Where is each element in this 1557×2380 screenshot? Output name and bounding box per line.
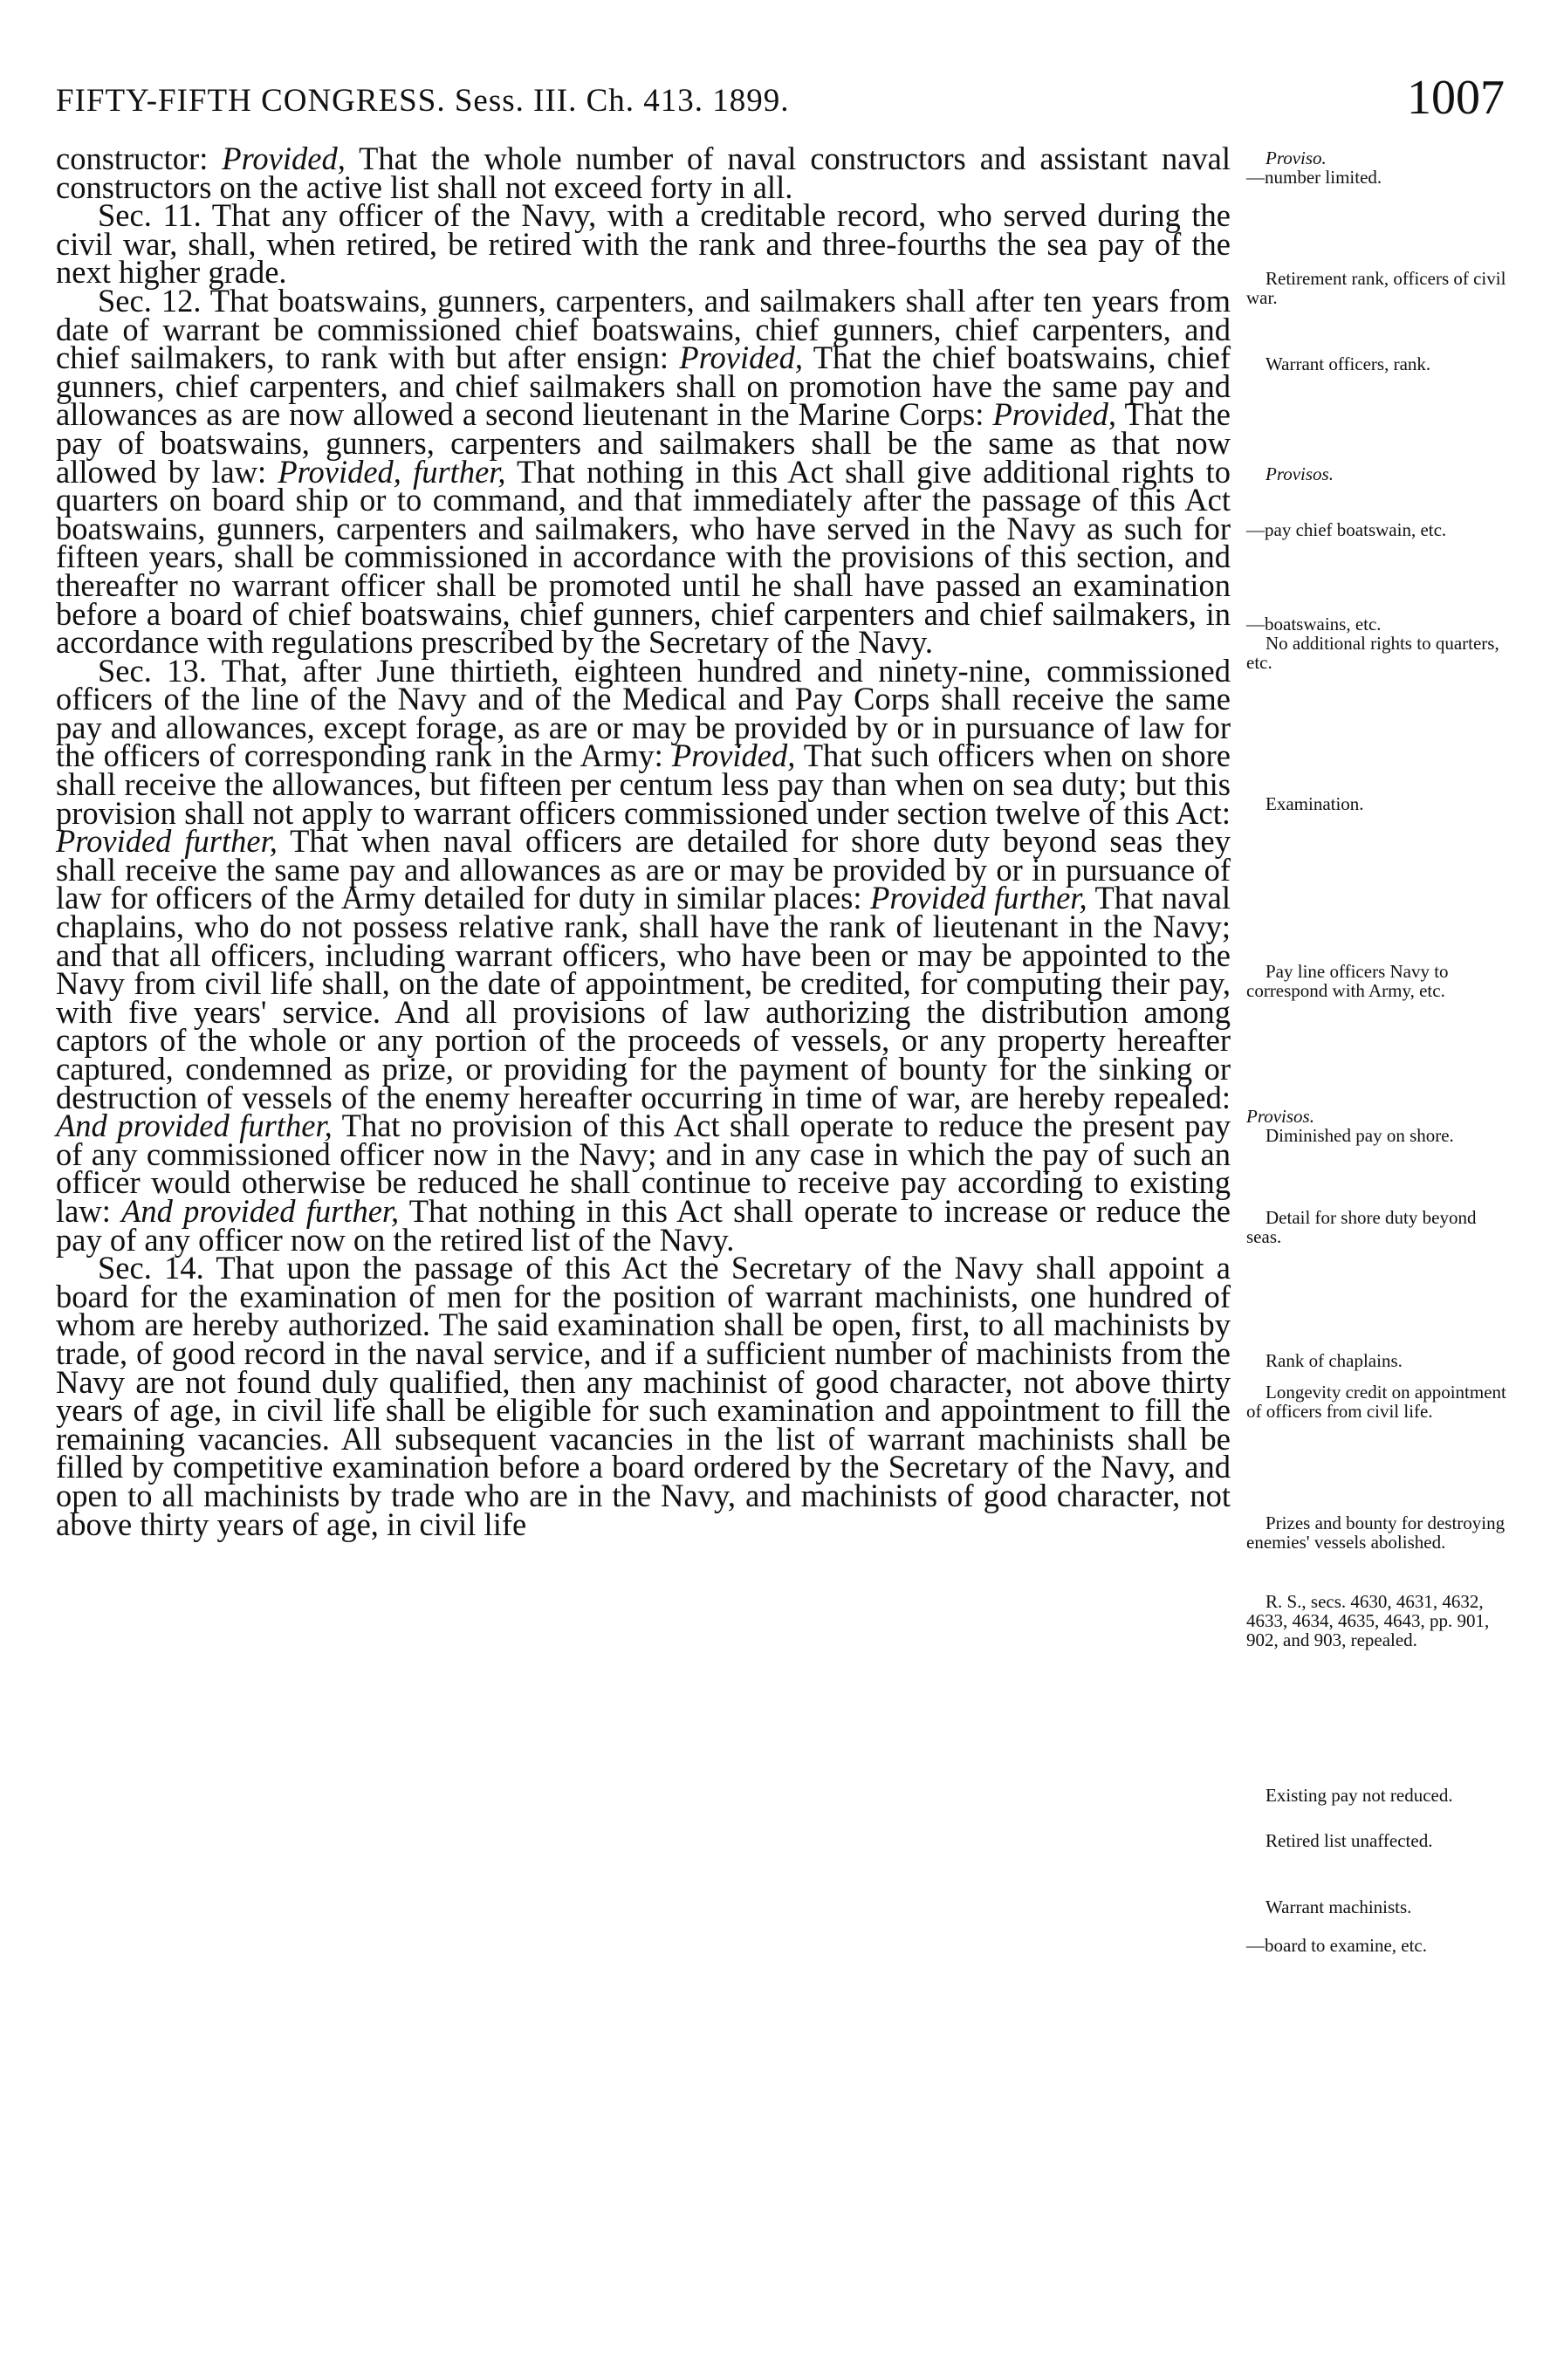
note-boatswains: —boatswains, etc. (1246, 614, 1382, 634)
note-no-additional: No additional rights to quarters, etc. (1246, 633, 1499, 673)
note-examination: Examination. (1265, 793, 1364, 814)
note-number-limited: —number limited. (1246, 167, 1382, 188)
note-proviso: Proviso. (1265, 147, 1327, 168)
note-diminished: Diminished pay on shore. (1265, 1125, 1454, 1146)
note-retirement: Retirement rank, officers of civil war. (1246, 268, 1506, 308)
note-warrant-officers: Warrant officers, rank. (1265, 353, 1431, 374)
note-rs-secs: R. S., secs. 4630, 4631, 4632, 4633, 4634, 4635, 4643, pp. 901, 902, and 903, repealed. (1246, 1591, 1490, 1650)
running-head: FIFTY-FIFTH CONGRESS. Sess. III. Ch. 413. 1899. (56, 83, 790, 119)
note-detail-shore: Detail for shore duty beyond seas. (1246, 1207, 1477, 1247)
note-pay-line: Pay line officers Navy to correspond with Army, etc. (1246, 961, 1449, 1001)
note-retired-list: Retired list unaffected. (1265, 1830, 1433, 1851)
section-14: Sec. 14. That upon the passage of this Act the Secretary of the Navy shall appoint a board for the examination of men for the position of warrant machinists, one hundred of whom are hereby authorized. The said examination shall be open, first, to all machinists by trade, of good record in the naval service, and if a sufficient number of machinists from the Navy are not found duly qualified, then any machinist of good character, not above thirty years of age, in civil life shall be eligible for such examination and appointment to fill the remaining vacancies. All subsequent vacancies in the list of warrant machinists shall be filled by competitive examination before a board ordered by the Secretary of the Navy, and open to all machinists by trade who are in the Navy, and machinists of good character, not above thirty years of age, in civil life (56, 1250, 1231, 1542)
section-11: Sec. 11. That any officer of the Navy, with a creditable record, who served during the civil war, shall, when retired, be retired with the rank and three-fourths the sea pay of the next higher grade. (56, 197, 1231, 291)
body-text (56, 141, 1231, 1542)
note-warrant-machinists: Warrant machinists. (1265, 1896, 1412, 1917)
section-13: Sec. 13. That, after June thirtieth, eighteen hundred and ninety-nine, commissioned officers of the line of the Navy and of the Medical and Pay Corps shall receive the same pay and allowances, except forage, as are or may be provided by or in pursuance of law for the officers of corresponding rank in the Army: Provided, That such officers when on shore shall receive the allowances, but fifteen per centum less pay than when on sea duty; but this provision shall not apply to warrant officers commissioned under section twelve of this Act: Provided further, That when naval officers are detailed for shore duty beyond seas they shall receive the same pay and allowances as are or may be provided by or in pursuance of law for officers of the Army detailed for duty in similar places: Provided further, That naval chaplains, who do not possess relative rank, shall have the rank of lieutenant in the Navy; and that all officers, including warrant officers, who have been or may be appointed to the Navy from civil life shall, on the date of appointment, be credited, for computing their pay, with five years' service. And all provisions of law authorizing the distribution among captors of the whole or any portion of the proceeds of vessels, or any property hereafter captured, condemned as prize, or providing for the payment of bounty for the sinking or destruction of vessels of the enemy hereafter occurring in time of war, are hereby repealed: And provided further, That no provision of this Act shall operate to reduce the present pay of any commissioned officer now in the Navy; and in any case in which the pay of such an officer would otherwise be reduced he shall continue to receive pay according to existing law: And provided further, That nothing in this Act shall operate to increase or reduce the pay of any officer now on the retired list of the Navy. (56, 652, 1231, 1258)
note-provisos-1: Provisos. (1265, 463, 1334, 484)
note-prizes: Prizes and bounty for destroying enemies' vessels abolished. (1246, 1512, 1506, 1553)
section-12: Sec. 12. That boatswains, gunners, carpenters, and sailmakers shall after ten years from date of warrant be commissioned chief boatswains, chief gunners, chief carpenters, and chief sailmakers, to rank with but after ensign: Provided, That the chief boatswains, chief gunners, chief carpenters, and chief sailmakers shall on promotion have the same pay and allowances as are now allowed a second lieutenant in the Marine Corps: Provided, That the pay of boatswains, gunners, carpenters and sailmakers shall be the same as that now allowed by law: Provided, further, That nothing in this Act shall give additional rights to quarters on board ship or to command, and that immediately after the passage of this Act boatswains, gunners, carpenters and sailmakers, who have served in the Navy as such for fifteen years, shall be commissioned in accordance with the provisions of this section, and thereafter no warrant officer shall be promoted until he shall have passed an examination before a board of chief boatswains, chief gunners, chief carpenters and chief sailmakers, in accordance with regulations prescribed by the Secretary of the Navy. (56, 282, 1231, 661)
note-rank-chaplains: Rank of chaplains. (1265, 1350, 1403, 1371)
note-provisos-2: Provisos. (1246, 1106, 1314, 1127)
note-existing-pay: Existing pay not reduced. (1265, 1785, 1453, 1806)
note-pay-chief: —pay chief boatswain, etc. (1246, 519, 1447, 540)
note-board-examine: —board to examine, etc. (1246, 1935, 1428, 1956)
note-longevity: Longevity credit on appointment of officers from civil life. (1246, 1382, 1506, 1422)
margin-notes (1246, 0, 1508, 2380)
paragraph-constructors: constructor: Provided, That the whole number of naval constructors and assistant naval constructors on the active list shall not exceed forty in all. (56, 141, 1231, 205)
page-number: 1007 (1407, 71, 1505, 125)
